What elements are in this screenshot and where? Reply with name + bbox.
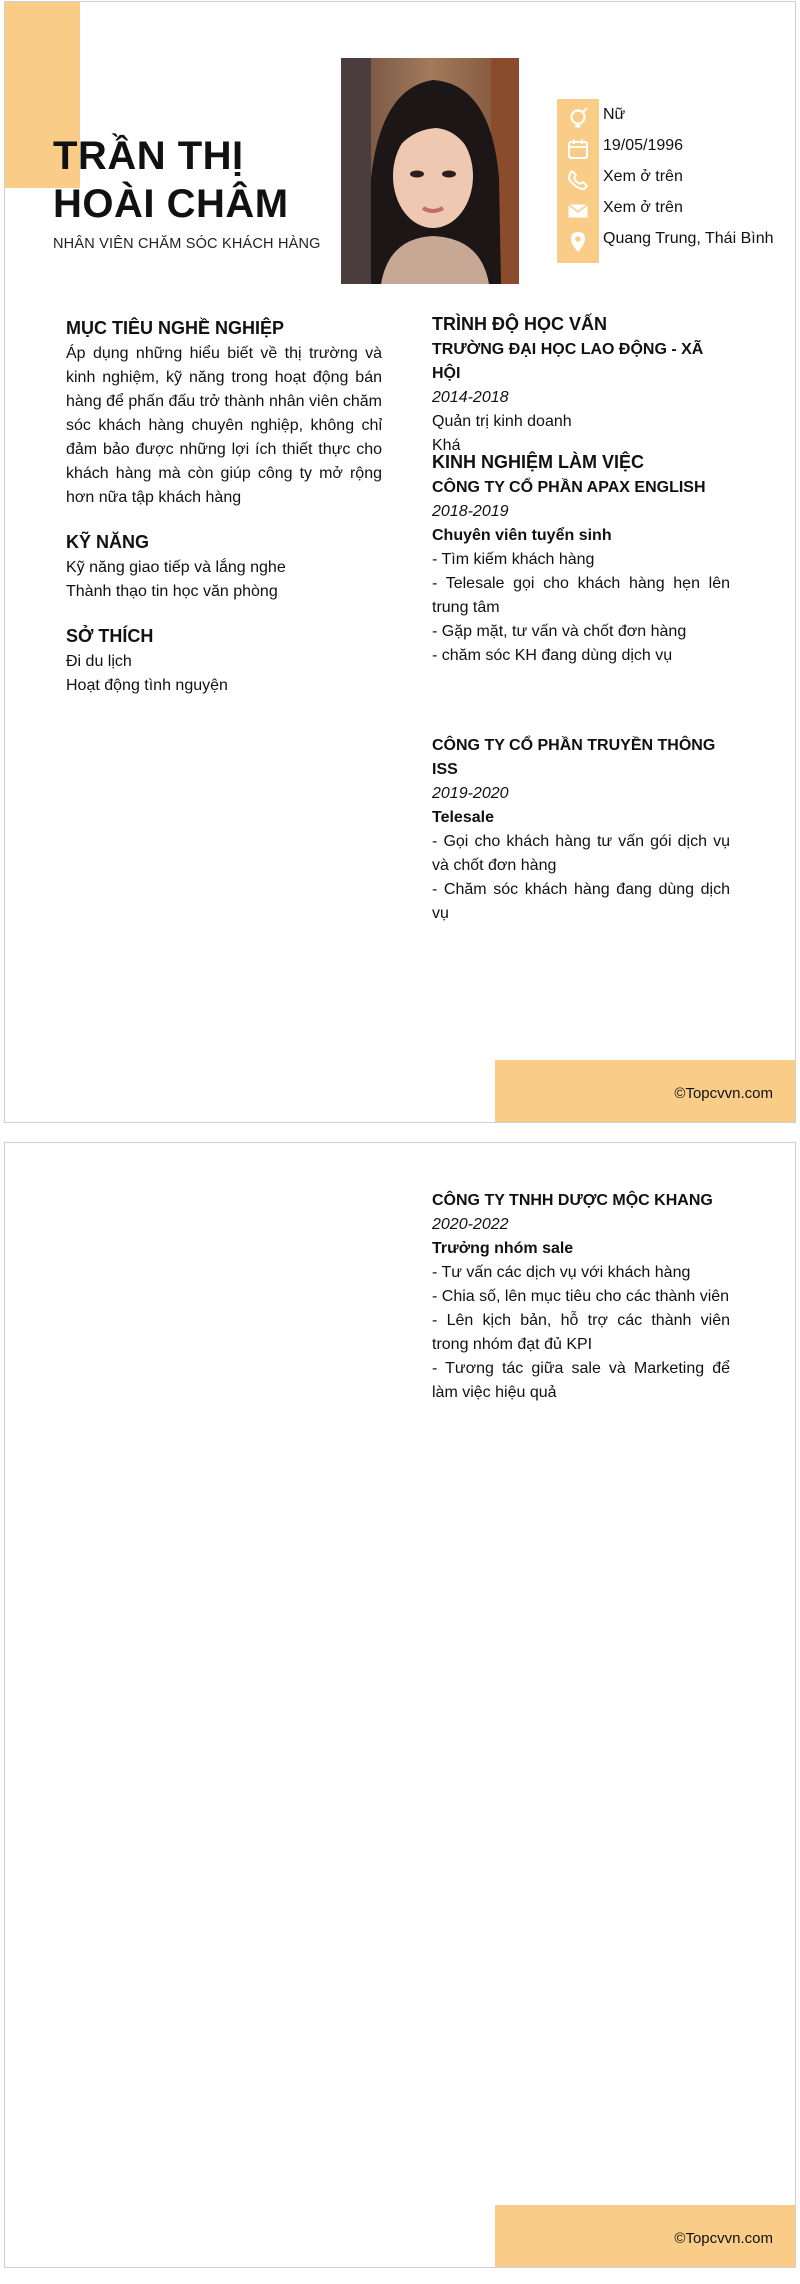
section-heading: SỞ THÍCH bbox=[66, 626, 154, 646]
contact-phone: Xem ở trên bbox=[603, 168, 683, 185]
job-task: - Telesale gọi cho khách hàng hẹn lên trung tâm bbox=[432, 575, 730, 616]
job-task: - chăm sóc KH đang dùng dịch vụ bbox=[432, 647, 673, 664]
job-task: - Chăm sóc khách hàng đang dùng dịch vụ bbox=[432, 881, 730, 922]
job-position: Telesale bbox=[432, 809, 494, 826]
hobby-item: Hoạt động tình nguyện bbox=[66, 677, 228, 694]
school-name: TRƯỜNG ĐẠI HỌC LAO ĐỘNG - XÃ HỘI bbox=[432, 341, 704, 382]
job-period: 2019-2020 bbox=[432, 785, 509, 802]
footer-credit: ©Topcvvn.com bbox=[674, 1085, 773, 1102]
name-line-1: TRẦN THỊ bbox=[53, 134, 244, 178]
hobby-item: Đi du lịch bbox=[66, 653, 132, 670]
section-heading: KỸ NĂNG bbox=[66, 532, 150, 552]
section-heading: MỤC TIÊU NGHỀ NGHIỆP bbox=[66, 318, 285, 338]
contact-gender: Nữ bbox=[603, 106, 626, 123]
section-heading: KINH NGHIỆM LÀM VIỆC bbox=[432, 452, 645, 472]
section-heading: TRÌNH ĐỘ HỌC VẤN bbox=[432, 314, 607, 334]
calendar-icon bbox=[567, 138, 589, 160]
cv-page-2 bbox=[4, 1142, 796, 2268]
skill-item: Thành thạo tin học văn phòng bbox=[66, 583, 278, 600]
experience-item bbox=[432, 1189, 730, 1405]
candidate-name bbox=[53, 132, 289, 228]
contact-address: Quang Trung, Thái Bình bbox=[603, 230, 774, 247]
contact-icon-strip bbox=[557, 99, 599, 263]
experience-item bbox=[432, 734, 730, 926]
footer-band bbox=[495, 2205, 795, 2267]
cv-page-1 bbox=[4, 1, 796, 1123]
education-period: 2014-2018 bbox=[432, 389, 509, 406]
experience-item bbox=[432, 476, 730, 668]
email-icon bbox=[567, 200, 589, 222]
company-name: CÔNG TY TNHH DƯỢC MỘC KHANG bbox=[432, 1192, 713, 1209]
company-name: CÔNG TY CỔ PHẦN TRUYỀN THÔNG ISS bbox=[432, 737, 716, 778]
gender-icon bbox=[567, 107, 589, 129]
career-goal-text: Áp dụng những hiểu biết về thị trường và kinh nghiệm, kỹ năng trong hoạt động bán hàng để phấn đấu trở thành nhân viên chăm sóc khách hàng chuyên nghiệp, không chỉ đảm bảo được những lợi ích thiết thực cho khách hàng mà còn giúp công ty mở rộng hơn nữa tập khách hàng bbox=[66, 345, 382, 506]
experience-section bbox=[432, 450, 730, 668]
education-major: Quản trị kinh doanh bbox=[432, 413, 572, 430]
job-task: - Lên kịch bản, hỗ trợ các thành viên trong nhóm đạt đủ KPI bbox=[432, 1312, 730, 1353]
job-task: - Chia số, lên mục tiêu cho các thành viên bbox=[432, 1288, 730, 1305]
phone-icon bbox=[567, 169, 589, 191]
job-period: 2018-2019 bbox=[432, 503, 509, 520]
contact-email: Xem ở trên bbox=[603, 199, 683, 216]
contact-birthday: 19/05/1996 bbox=[603, 137, 684, 154]
career-goal-section bbox=[66, 316, 382, 510]
job-task: - Tìm kiếm khách hàng bbox=[432, 551, 595, 568]
job-period: 2020-2022 bbox=[432, 1216, 509, 1233]
job-title: NHÂN VIÊN CHĂM SÓC KHÁCH HÀNG bbox=[53, 236, 321, 252]
education-grade: Khá bbox=[432, 437, 461, 454]
location-icon bbox=[567, 231, 589, 253]
skills-section bbox=[66, 530, 382, 604]
job-task: - Tư vấn các dịch vụ với khách hàng bbox=[432, 1264, 691, 1281]
company-name: CÔNG TY CỔ PHẦN APAX ENGLISH bbox=[432, 479, 706, 496]
footer-band bbox=[495, 1060, 795, 1122]
job-task: - Gọi cho khách hàng tư vấn gói dịch vụ và chốt đơn hàng bbox=[432, 833, 730, 874]
job-task: - Tương tác giữa sale và Marketing để làm việc hiệu quả bbox=[432, 1360, 730, 1401]
profile-photo bbox=[341, 58, 519, 284]
skill-item: Kỹ năng giao tiếp và lắng nghe bbox=[66, 559, 286, 576]
job-position: Trưởng nhóm sale bbox=[432, 1240, 574, 1257]
name-line-2: HOÀI CHÂM bbox=[53, 182, 289, 226]
job-task: - Gặp mặt, tư vấn và chốt đơn hàng bbox=[432, 623, 687, 640]
hobbies-section bbox=[66, 624, 382, 698]
job-position: Chuyên viên tuyển sinh bbox=[432, 527, 612, 544]
footer-credit: ©Topcvvn.com bbox=[674, 2230, 773, 2247]
education-section bbox=[432, 312, 730, 458]
